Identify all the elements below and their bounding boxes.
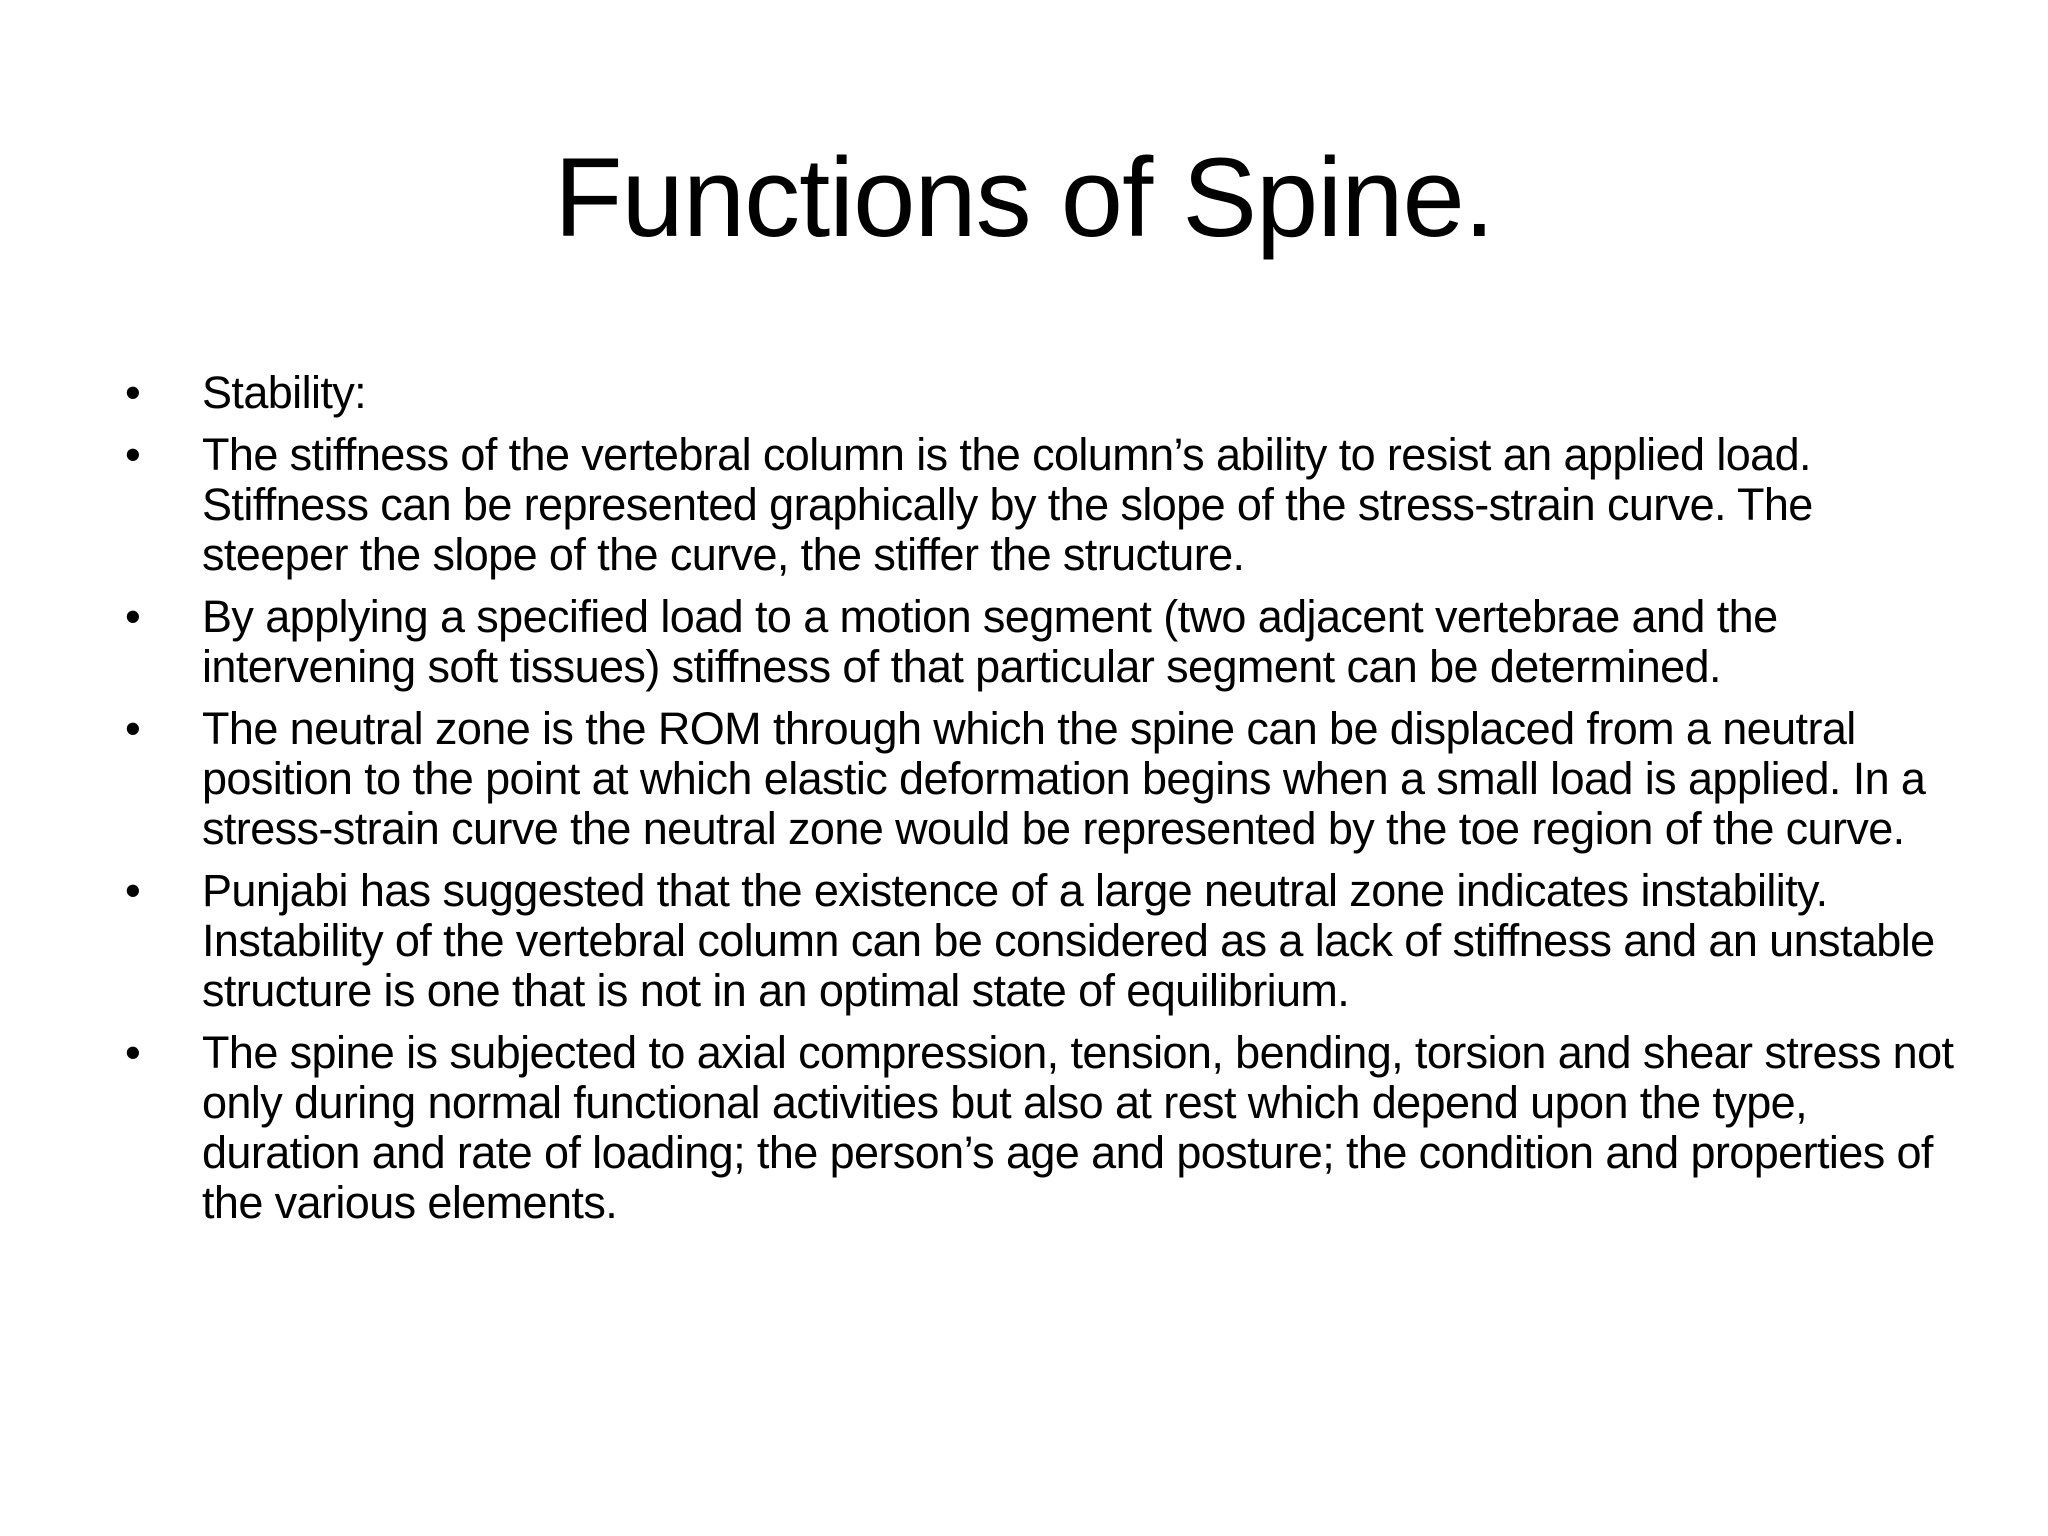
bullet-item <box>120 430 1970 580</box>
bullet-marker: • <box>125 429 141 480</box>
bullet-text: The spine is subjected to axial compression, tension, bending, torsion and shear stress not only during normal functional activities but also at rest which depend upon the type, duration and rate of loading; the person’s age and posture; the condition and properties of the various elements. <box>202 1027 1954 1228</box>
bullet-text: The stiffness of the vertebral column is the column’s ability to resist an applied load. Stiffness can be represented graphically by the slope of the stress-strain curve. The steeper the slope of the curve, the stiffer the structure. <box>202 429 1813 580</box>
bullet-text: Stability: <box>202 367 367 418</box>
bullet-text: Punjabi has suggested that the existence of a large neutral zone indicates instability. Instability of the vertebral column can be considered as a lack of stiffness and an unstable structure is one that is not in an optimal state of equilibrium. <box>202 865 1935 1016</box>
bullet-list <box>120 368 1970 1240</box>
bullet-item <box>120 368 1970 418</box>
bullet-text: By applying a specified load to a motion segment (two adjacent vertebrae and the intervening soft tissues) stiffness of that particular segment can be determined. <box>202 591 1778 692</box>
bullet-marker: • <box>125 1027 141 1078</box>
bullet-item <box>120 704 1970 854</box>
bullet-marker: • <box>125 703 141 754</box>
bullet-marker: • <box>125 367 141 418</box>
slide-title: Functions of Spine. <box>554 135 1494 260</box>
bullet-item <box>120 866 1970 1016</box>
bullet-text: The neutral zone is the ROM through which the spine can be displaced from a neutral position to the point at which elastic deformation begins when a small load is applied. In a stress-strain curve the neutral zone would be represented by the toe region of the curve. <box>202 703 1926 854</box>
bullet-item <box>120 1028 1970 1228</box>
bullet-marker: • <box>125 865 141 916</box>
bullet-item <box>120 592 1970 692</box>
bullet-marker: • <box>125 591 141 642</box>
